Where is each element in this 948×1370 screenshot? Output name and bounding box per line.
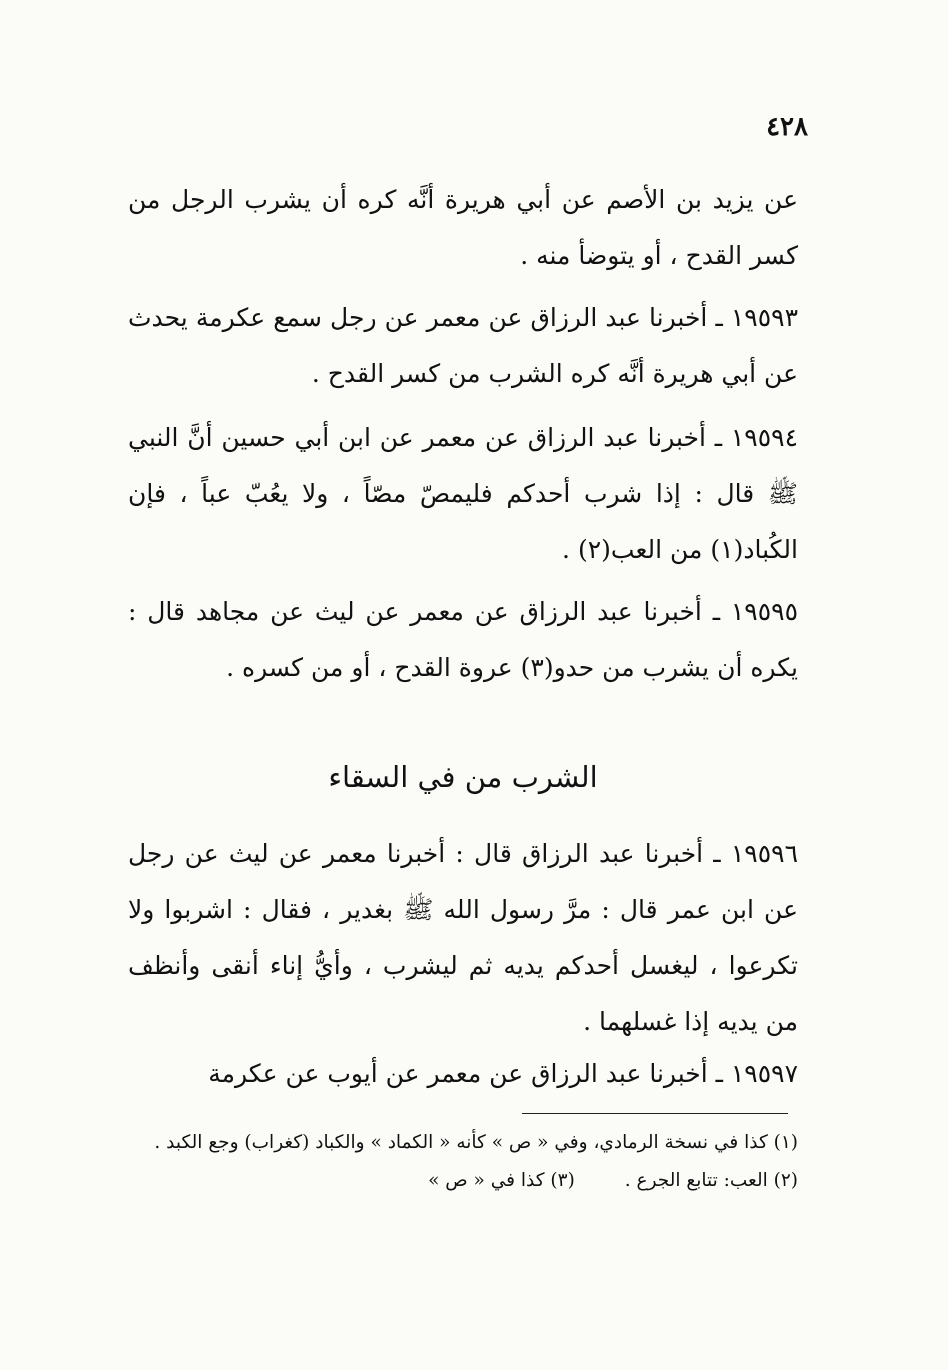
hadith-19597: ١٩٥٩٧ ـ أخبرنا عبد الرزاق عن معمر عن أيوب عن عكرمة xyxy=(208,1059,798,1088)
hadith-19595: ١٩٥٩٥ ـ أخبرنا عبد الرزاق عن معمر عن ليث عن مجاهد قال : يكره أن يشرب من حدو(٣) عروة القدح ، أو من كسره . xyxy=(128,597,798,682)
footnote-3: (٣) كذا في « ص » xyxy=(428,1170,575,1191)
section-heading: الشرب من في السقاء xyxy=(328,760,598,794)
hadith-19596: ١٩٥٩٦ ـ أخبرنا عبد الرزاق قال : أخبرنا معمر عن ليث عن رجل عن ابن عمر قال : مرَّ رسول الله ﷺ بغدير ، فقال : اشربوا ولا تكرعوا ، ليغسل أحدكم يديه ثم ليشرب ، وأيُّ إناء أنقى وأنظف من يديه إذا غسلهما . xyxy=(128,839,798,1036)
footnote-1: (١) كذا في نسخة الرمادي، وفي « ص » كأنه « الكماد » والكباد (كغراب) وجع الكبد . xyxy=(154,1132,798,1153)
hadith-19594: ١٩٥٩٤ ـ أخبرنا عبد الرزاق عن معمر عن ابن أبي حسين أنَّ النبي ﷺ قال : إذا شرب أحدكم فليمصّ مصّاً ، ولا يعُبّ عباً ، فإن الكُباد(١) من العب(٢) . xyxy=(128,423,798,564)
footnote-2: (٢) العب: تتابع الجرع . xyxy=(624,1170,798,1191)
footnote-divider xyxy=(522,1113,788,1114)
hadith-19593: ١٩٥٩٣ ـ أخبرنا عبد الرزاق عن معمر عن رجل سمع عكرمة يحدث عن أبي هريرة أنَّه كره الشرب من كسر القدح . xyxy=(128,303,798,388)
footnote-row xyxy=(124,1162,798,1200)
page-number: ٤٢٨ xyxy=(766,112,808,142)
footnotes xyxy=(124,1124,798,1200)
paragraph-continuation: عن يزيد بن الأصم عن أبي هريرة أنَّه كره أن يشرب الرجل من كسر القدح ، أو يتوضأ منه . xyxy=(128,185,798,270)
